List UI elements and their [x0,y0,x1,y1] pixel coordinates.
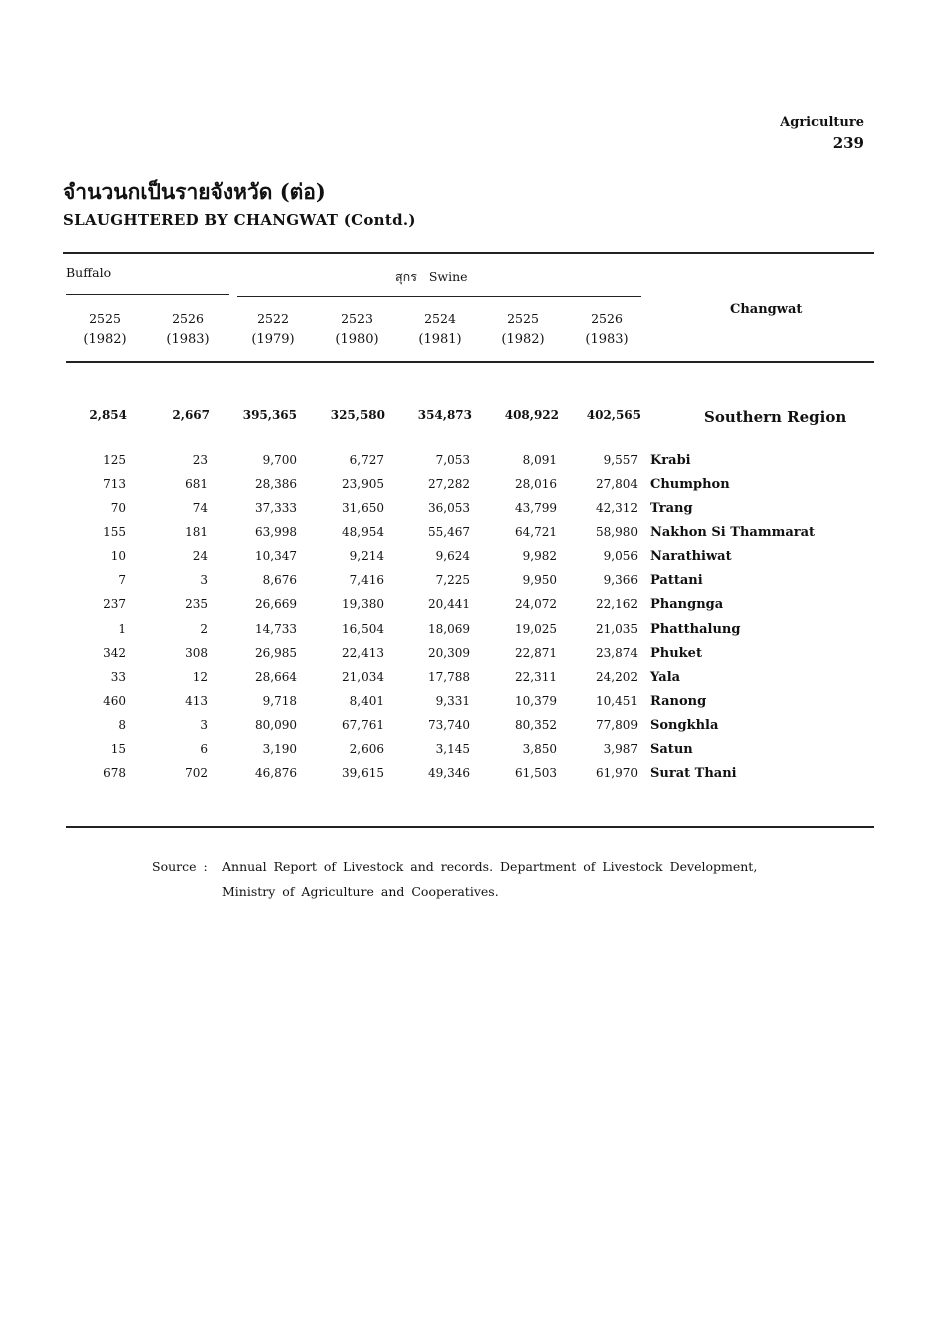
table-cell: 22,162 [596,597,638,611]
table-cell: 235 [185,597,208,611]
province-name: Narathiwat [650,549,732,564]
source-note [152,854,757,904]
table-cell: 23,874 [596,646,638,660]
table-cell: 308 [185,646,208,660]
table-cell: 7,416 [349,573,384,587]
province-name: Songkhla [650,718,719,733]
table-cell: 49,346 [428,766,470,780]
header-bottom-rule [66,361,874,363]
table-cell: 3,850 [522,742,557,756]
column-header [488,308,558,350]
table-cell: 9,366 [603,573,638,587]
table-cell: 20,441 [428,597,470,611]
province-name: Pattani [650,573,703,588]
table-cell: 21,035 [596,622,638,636]
section-name: Agriculture [780,115,864,130]
table-cell: 61,503 [515,766,557,780]
column-year-be: 2524 [424,311,456,326]
column-year-ce: (1980) [335,332,379,347]
table-cell: 64,721 [515,525,557,539]
source-label: Source : [152,859,208,874]
table-cell: 395,365 [242,408,297,422]
table-cell: 46,876 [255,766,297,780]
table-cell: 21,034 [342,670,384,684]
table-bottom-rule [66,826,874,828]
table-cell: 402,565 [586,408,641,422]
table-title-english: SLAUGHTERED BY CHANGWAT (Contd.) [63,211,416,229]
column-year-be: 2522 [257,311,289,326]
table-cell: 9,331 [435,694,470,708]
province-name: Chumphon [650,477,730,492]
source-line-2: Ministry of Agriculture and Cooperatives. [222,884,499,899]
column-year-be: 2525 [507,311,539,326]
table-cell: 63,998 [255,525,297,539]
table-cell: 12 [192,670,208,684]
table-cell: 8,091 [522,453,557,467]
column-year-be: 2525 [89,311,121,326]
table-cell: 73,740 [428,718,470,732]
buffalo-group-rule [66,294,229,295]
table-cell: 19,380 [342,597,384,611]
table-cell: 681 [185,477,208,491]
region-label: Southern Region [704,408,847,426]
column-header [153,308,223,350]
province-name: Satun [650,742,693,757]
table-cell: 9,718 [262,694,297,708]
table-cell: 9,624 [435,549,470,563]
province-name: Ranong [650,694,707,709]
table-cell: 26,669 [255,597,297,611]
table-cell: 413 [185,694,208,708]
table-cell: 460 [103,694,126,708]
table-cell: 6 [200,742,208,756]
table-cell: 31,650 [342,501,384,515]
table-cell: 55,467 [428,525,470,539]
table-cell: 17,788 [428,670,470,684]
table-cell: 67,761 [342,718,384,732]
table-cell: 713 [103,477,126,491]
table-cell: 33 [110,670,126,684]
table-cell: 3 [200,718,208,732]
table-cell: 22,311 [515,670,557,684]
table-cell: 24,072 [515,597,557,611]
table-cell: 26,985 [255,646,297,660]
column-header [405,308,475,350]
table-cell: 2,606 [349,742,384,756]
table-title-thai: จำนวนกเป็นรายจังหวัด (ต่อ) [63,179,326,204]
table-cell: 3,987 [603,742,638,756]
column-year-ce: (1982) [501,332,545,347]
column-header [322,308,392,350]
table-cell: 22,413 [342,646,384,660]
table-cell: 342 [103,646,126,660]
swine-group-label: สุกร Swine [395,269,468,284]
table-cell: 28,386 [255,477,297,491]
table-cell: 70 [110,501,126,515]
province-name: Phuket [650,646,702,661]
table-cell: 24 [192,549,208,563]
table-cell: 408,922 [504,408,559,422]
table-cell: 125 [103,453,126,467]
province-name: Surat Thani [650,766,737,781]
changwat-column-header: Changwat [730,302,803,317]
table-cell: 10 [110,549,126,563]
column-year-ce: (1983) [166,332,210,347]
table-cell: 354,873 [417,408,472,422]
table-cell: 19,025 [515,622,557,636]
province-name: Phatthalung [650,622,741,637]
table-cell: 8,676 [262,573,297,587]
table-cell: 678 [103,766,126,780]
table-cell: 61,970 [596,766,638,780]
table-top-rule [63,252,874,254]
column-year-be: 2523 [341,311,373,326]
table-cell: 2 [200,622,208,636]
table-cell: 8,401 [349,694,384,708]
table-cell: 18,069 [428,622,470,636]
table-cell: 37,333 [255,501,297,515]
table-cell: 2,854 [89,408,127,422]
table-cell: 48,954 [342,525,384,539]
table-cell: 77,809 [596,718,638,732]
table-cell: 27,282 [428,477,470,491]
column-header [70,308,140,350]
table-cell: 8 [118,718,126,732]
table-cell: 15 [110,742,126,756]
table-cell: 23 [192,453,208,467]
table-cell: 702 [185,766,208,780]
table-cell: 28,016 [515,477,557,491]
table-cell: 9,056 [603,549,638,563]
table-cell: 16,504 [342,622,384,636]
table-cell: 58,980 [596,525,638,539]
table-cell: 237 [103,597,126,611]
table-cell: 10,347 [255,549,297,563]
table-cell: 9,557 [603,453,638,467]
table-cell: 14,733 [255,622,297,636]
table-cell: 2,667 [172,408,210,422]
column-year-be: 2526 [591,311,623,326]
table-cell: 74 [192,501,208,515]
buffalo-group-label: Buffalo [66,265,112,280]
table-cell: 80,090 [255,718,297,732]
table-cell: 3,145 [435,742,470,756]
table-cell: 155 [103,525,126,539]
table-cell: 22,871 [515,646,557,660]
column-header [572,308,642,350]
table-cell: 80,352 [515,718,557,732]
table-cell: 10,451 [596,694,638,708]
source-line-1: Annual Report of Livestock and records. Department of Livestock Development, [222,859,758,874]
column-year-ce: (1983) [585,332,629,347]
province-name: Nakhon Si Thammarat [650,525,816,540]
province-name: Yala [650,670,681,685]
province-name: Phangnga [650,597,724,612]
table-cell: 23,905 [342,477,384,491]
table-cell: 20,309 [428,646,470,660]
table-cell: 27,804 [596,477,638,491]
column-year-ce: (1982) [83,332,127,347]
table-cell: 181 [185,525,208,539]
column-year-ce: (1981) [418,332,462,347]
table-cell: 42,312 [596,501,638,515]
table-cell: 36,053 [428,501,470,515]
table-cell: 6,727 [349,453,384,467]
table-cell: 43,799 [515,501,557,515]
province-name: Trang [650,501,693,516]
column-year-be: 2526 [172,311,204,326]
table-cell: 7,225 [435,573,470,587]
table-cell: 9,982 [522,549,557,563]
province-name: Krabi [650,453,691,468]
table-cell: 10,379 [515,694,557,708]
table-cell: 1 [118,622,126,636]
column-year-ce: (1979) [251,332,295,347]
table-cell: 3,190 [262,742,297,756]
table-cell: 24,202 [596,670,638,684]
table-cell: 9,950 [522,573,557,587]
table-cell: 7 [118,573,126,587]
page-number: 239 [832,134,864,152]
swine-group-rule [237,296,641,297]
table-cell: 3 [200,573,208,587]
column-header [238,308,308,350]
table-cell: 325,580 [330,408,385,422]
table-cell: 28,664 [255,670,297,684]
table-cell: 9,214 [349,549,384,563]
table-cell: 9,700 [262,453,297,467]
table-cell: 39,615 [342,766,384,780]
table-cell: 7,053 [435,453,470,467]
